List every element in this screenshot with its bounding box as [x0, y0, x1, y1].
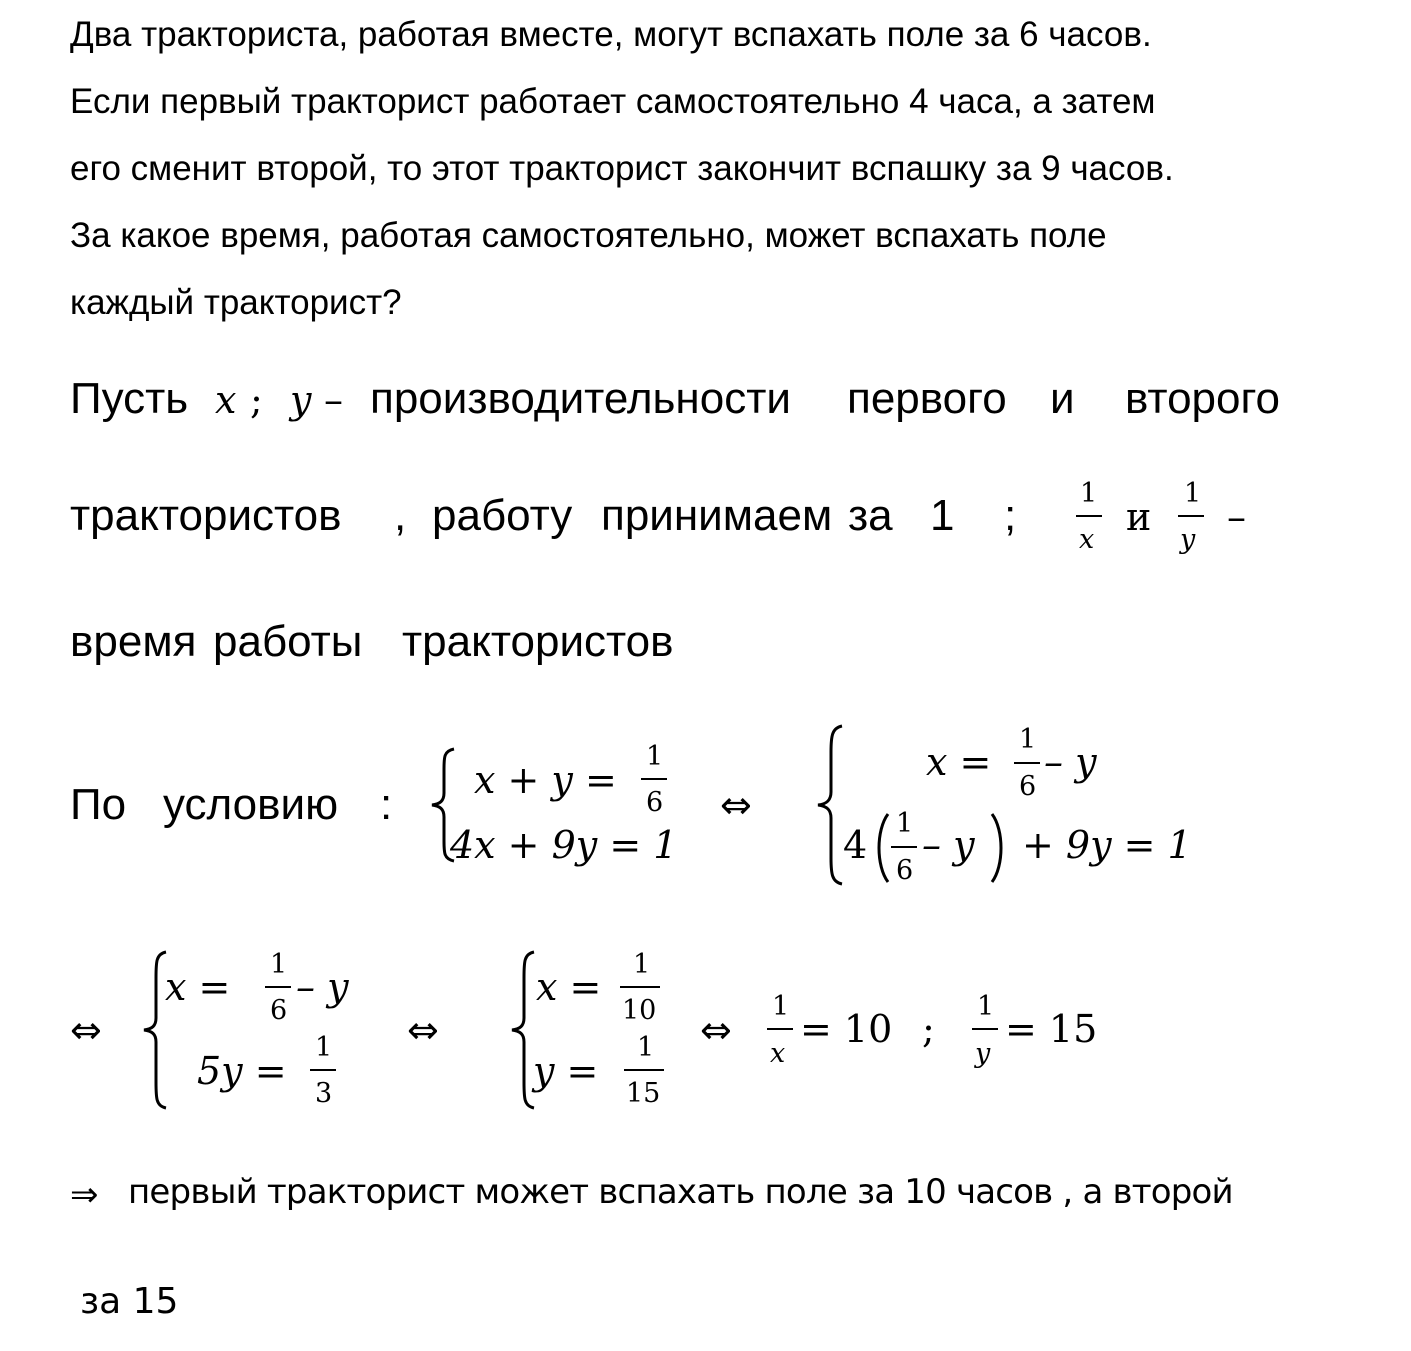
- intro-pust: Пусть: [70, 374, 189, 423]
- equiv-arrow-2: ⇔: [70, 1008, 102, 1052]
- c2-num: 1: [977, 991, 995, 1022]
- a2-num: 1: [315, 1032, 333, 1063]
- b1-bar: [620, 986, 660, 988]
- intro-traktoristov-2: трактористов: [402, 617, 674, 666]
- c-semicolon: ;: [922, 1007, 935, 1051]
- r2-bar: [891, 846, 917, 848]
- intro-dash-2: –: [1227, 495, 1246, 539]
- a2-den: 3: [315, 1078, 333, 1109]
- problem-line-4: За какое время, работая самостоятельно, может вспахать поле: [70, 216, 1107, 255]
- var-y: y: [290, 378, 312, 422]
- frac-1x-den: x: [1079, 524, 1095, 555]
- a1-den: 6: [270, 995, 288, 1026]
- var-x: x: [215, 378, 237, 422]
- intro-raboty: работы: [213, 617, 363, 666]
- intro-and: и: [1126, 495, 1152, 539]
- r2-inner: – y: [922, 823, 975, 867]
- right-paren: [986, 810, 1010, 886]
- frac-1y-den: y: [1180, 524, 1196, 555]
- c2-rhs: = 15: [1005, 1007, 1098, 1051]
- intro-rabotu: работу: [432, 491, 573, 540]
- eq1-bar: [641, 778, 667, 780]
- usloviyu-label: условию: [163, 780, 339, 829]
- b2-lhs: y =: [533, 1049, 599, 1093]
- left-brace-2: [814, 722, 846, 888]
- intro-pervogo: первого: [847, 374, 1007, 423]
- answer-line-2: за 15: [80, 1281, 179, 1322]
- a1-lhs: x =: [165, 965, 231, 1009]
- po-label: По: [70, 780, 127, 829]
- b2-bar: [624, 1069, 664, 1071]
- intro-one: 1: [930, 491, 955, 540]
- r2-tail: + 9y = 1: [1022, 823, 1192, 867]
- problem-line-1: Два тракториста, работая вместе, могут вспахать поле за 6 часов.: [70, 15, 1152, 54]
- r1-den: 6: [1019, 771, 1037, 802]
- a2-bar: [310, 1069, 336, 1071]
- equiv-arrow-1: ⇔: [720, 783, 752, 827]
- b1-den: 10: [622, 995, 657, 1026]
- intro-prinimaem: принимаем: [601, 491, 833, 540]
- eq1-lhs: x + y =: [474, 758, 617, 802]
- problem-line-2: Если первый тракторист работает самостоятельно 4 часа, а затем: [70, 82, 1156, 121]
- intro-dash: –: [324, 378, 343, 422]
- r1-num: 1: [1019, 724, 1037, 755]
- r2-den: 6: [896, 855, 914, 886]
- r1-tail: – y: [1044, 740, 1097, 784]
- a1-bar: [265, 986, 291, 988]
- intro-za: за: [848, 491, 893, 540]
- intro-i: и: [1050, 374, 1075, 423]
- frac-1x-bar: [1076, 515, 1102, 517]
- implies-arrow: ⇒: [70, 1175, 99, 1215]
- colon-label: :: [380, 780, 393, 829]
- c2-bar: [972, 1028, 998, 1030]
- r1-lhs: x =: [926, 740, 992, 784]
- c2-den: y: [975, 1038, 991, 1069]
- left-paren: [870, 810, 894, 886]
- r2-num: 1: [896, 808, 914, 839]
- b1-num: 1: [633, 949, 651, 980]
- a2-lhs: 5y =: [197, 1049, 287, 1093]
- eq1-num: 1: [646, 741, 664, 772]
- intro-semicolon-2: ;: [1004, 491, 1017, 540]
- a1-num: 1: [270, 949, 288, 980]
- equiv-arrow-4: ⇔: [700, 1008, 732, 1052]
- problem-line-3: его сменит второй, то этот тракторист закончит вспашку за 9 часов.: [70, 149, 1174, 188]
- intro-vremya: время: [70, 617, 197, 666]
- r1-bar: [1014, 762, 1040, 764]
- equiv-arrow-3: ⇔: [407, 1008, 439, 1052]
- b1-lhs: x =: [536, 965, 602, 1009]
- intro-prod: производительности: [370, 374, 791, 423]
- frac-1y-num: 1: [1184, 478, 1202, 509]
- intro-semicolon: ;: [250, 378, 263, 422]
- c1-den: x: [770, 1038, 786, 1069]
- answer-line-1: первый тракторист может вспахать поле за 10 часов , а второй: [128, 1172, 1233, 1212]
- c1-rhs: = 10: [800, 1007, 893, 1051]
- b2-num: 1: [637, 1032, 655, 1063]
- eq1-den: 6: [646, 787, 664, 818]
- a1-tail: – y: [296, 965, 349, 1009]
- eq2: 4x + 9y = 1: [450, 823, 678, 867]
- frac-1x-num: 1: [1080, 478, 1098, 509]
- c1-num: 1: [772, 991, 790, 1022]
- intro-vtorogo: второго: [1125, 374, 1281, 423]
- c1-bar: [767, 1028, 793, 1030]
- r2-four: 4: [843, 823, 868, 867]
- b2-den: 15: [626, 1078, 661, 1109]
- problem-line-5: каждый тракторист?: [70, 283, 402, 322]
- frac-1y-bar: [1178, 515, 1204, 517]
- intro-comma: ,: [394, 491, 407, 540]
- intro-traktoristov: трактористов: [70, 491, 342, 540]
